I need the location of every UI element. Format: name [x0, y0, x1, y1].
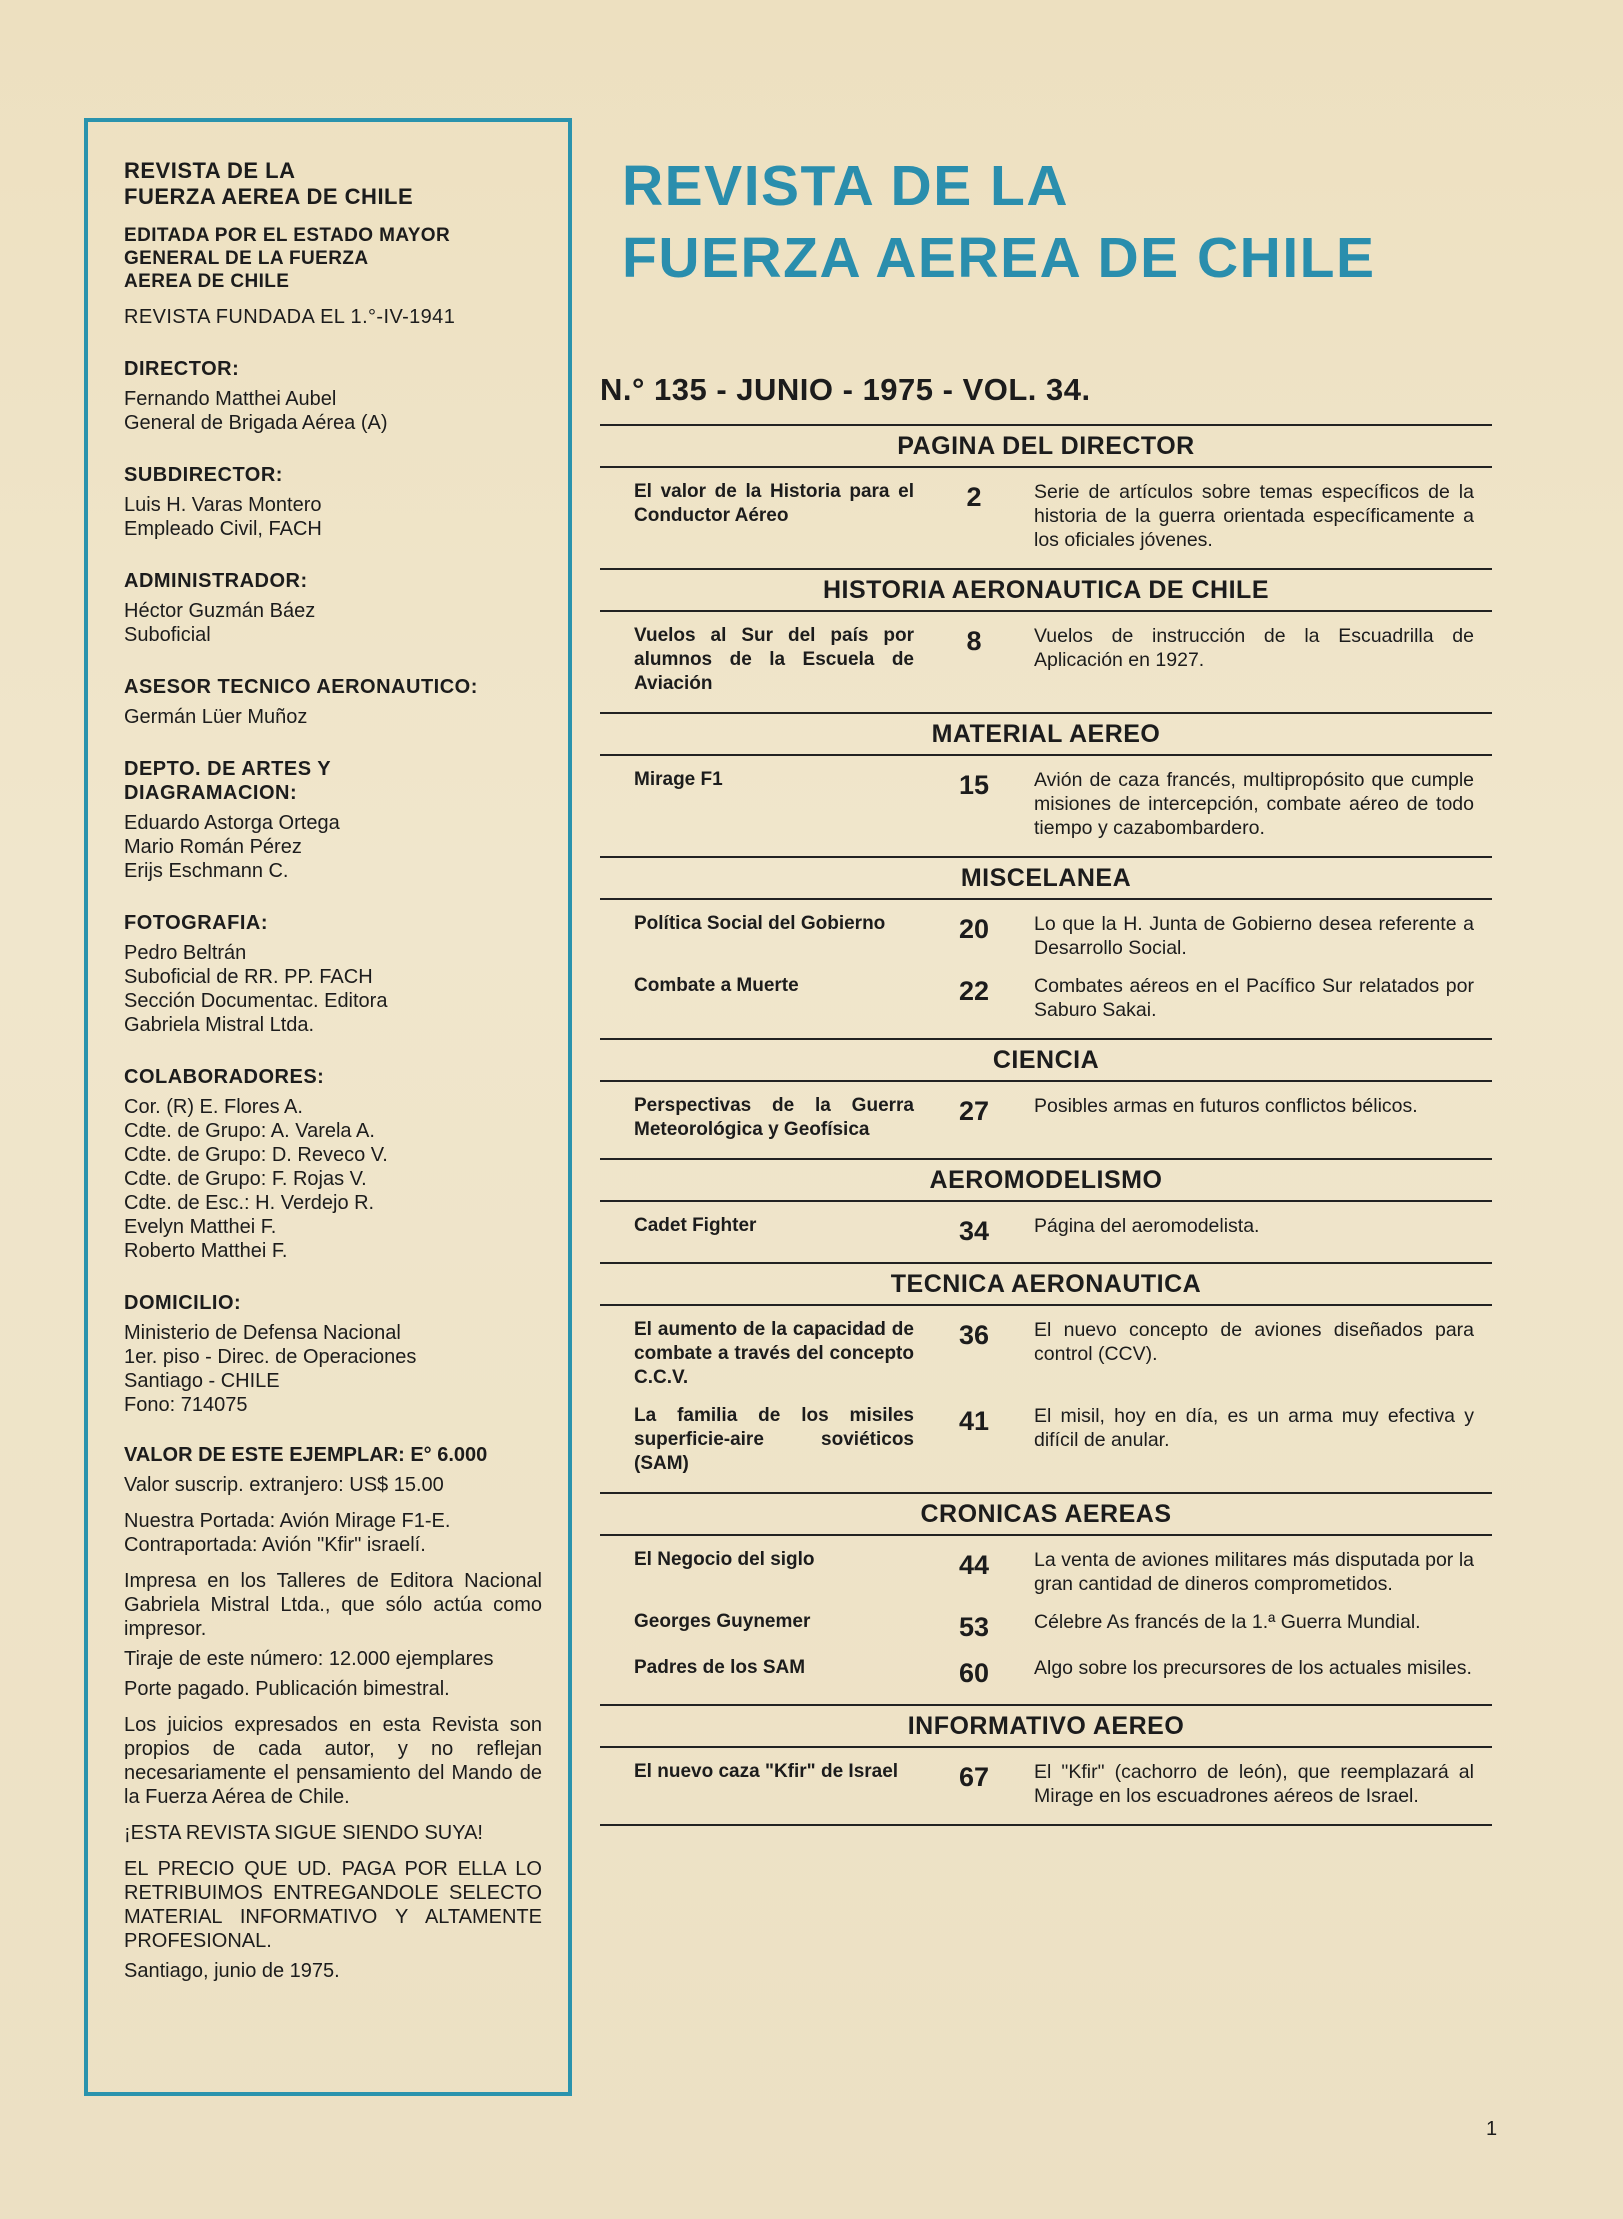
issue-price: VALOR DE ESTE EJEMPLAR: E° 6.000 [124, 1444, 488, 1466]
page-number: 1 [1486, 2118, 1498, 2140]
cover-note: Nuestra Portada: Avión Mirage F1-E. [124, 1510, 451, 1532]
toc-section-body [600, 900, 1492, 1038]
toc-section-heading: MISCELANEA [600, 856, 1492, 900]
toc-section-heading: CRONICAS AEREAS [600, 1492, 1492, 1536]
price-return-note: EL PRECIO QUE UD. PAGA POR ELLA LO RETRIBUIMOS ENTREGANDOLE SELECTO MATERIAL INFORMATIVO Y ALTAMENTE PROFESIONAL. [124, 1858, 542, 1952]
toc-entry-description: Posibles armas en futuros conflictos bélicos. [1034, 1095, 1418, 1117]
toc-entry [600, 1610, 1492, 1642]
publisher-note [124, 224, 542, 293]
toc-section-heading: CIENCIA [600, 1038, 1492, 1082]
toc-section-heading: HISTORIA AERONAUTICA DE CHILE [600, 568, 1492, 612]
toc-entry [600, 1404, 1492, 1476]
toc-entry-page: 2 [966, 482, 982, 512]
toc-entry-title: La familia de los misiles superficie-aire soviéticos (SAM) [634, 1405, 914, 1474]
toc-entry-description: Serie de artículos sobre temas específicos de la historia de la guerra orientada específicamente a los oficiales jóvenes. [1034, 481, 1474, 551]
publisher-line: GENERAL DE LA FUERZA [124, 248, 369, 269]
toc-entry-description: El nuevo concepto de aviones diseñados para control (CCV). [1034, 1319, 1474, 1365]
publisher-line: AEREA DE CHILE [124, 271, 290, 292]
masthead-line: FUERZA AEREA DE CHILE [622, 226, 1376, 290]
toc-entry-title: Mirage F1 [634, 769, 723, 790]
toc-entry-description: El "Kfir" (cachorro de león), que reemplazará al Mirage en los escuadrones aéreos de Israel. [1034, 1761, 1474, 1807]
staff-section-line: Luis H. Varas Montero [124, 494, 322, 516]
toc-entry [600, 1214, 1492, 1246]
toc-entry-title: Perspectivas de la Guerra Meteorológica y Geofísica [634, 1095, 914, 1140]
toc-entry-description: La venta de aviones militares más disputada por la gran cantidad de dineros comprometidos. [1034, 1549, 1474, 1595]
toc-entry [600, 768, 1492, 840]
staff-section-line: Eduardo Astorga Ortega [124, 812, 340, 834]
staff-section [124, 675, 542, 729]
staff-sections [124, 357, 542, 1417]
staff-section [124, 911, 542, 1037]
staff-section [124, 757, 542, 883]
toc-entry-title: El aumento de la capacidad de combate a través del concepto C.C.V. [634, 1319, 914, 1388]
toc-entry-title: Vuelos al Sur del país por alumnos de la Escuela de Aviación [634, 625, 914, 694]
toc-entry-title: Cadet Fighter [634, 1215, 757, 1236]
print-run-note: Tiraje de este número: 12.000 ejemplares [124, 1648, 494, 1670]
staff-section-line: Pedro Beltrán [124, 942, 247, 964]
disclaimer-note: Los juicios expresados en esta Revista son propios de cada autor, y no reflejan necesariamente el pensamiento del Mando de la Fuerza Aérea de Chile. [124, 1714, 542, 1808]
toc-entry-page: 44 [958, 1550, 990, 1580]
toc-entry-page: 53 [958, 1612, 990, 1642]
staff-section-heading: DEPTO. DE ARTES Y DIAGRAMACION: [124, 758, 332, 804]
toc-entry-description: Célebre As francés de la 1.ª Guerra Mundial. [1034, 1611, 1421, 1633]
staff-section-line: Sección Documentac. Editora [124, 990, 388, 1012]
toc-entry-page: 36 [958, 1320, 990, 1350]
toc-entry-page: 27 [958, 1096, 990, 1126]
toc-section-body [600, 612, 1492, 712]
toc-section-heading: MATERIAL AEREO [600, 712, 1492, 756]
toc-entry [600, 1548, 1492, 1596]
toc-section-heading: AEROMODELISMO [600, 1158, 1492, 1202]
toc-entry-description: Algo sobre los precursores de los actuales misiles. [1034, 1657, 1472, 1679]
staff-section-line: Erijs Eschmann C. [124, 860, 289, 882]
toc-entry [600, 480, 1492, 552]
toc-section-body [600, 1082, 1492, 1158]
toc-section-body [600, 1748, 1492, 1824]
toc-entry-description: El misil, hoy en día, es un arma muy efectiva y difícil de anular. [1034, 1405, 1474, 1451]
masthead-line: REVISTA DE LA [622, 154, 1070, 218]
toc-section-body [600, 468, 1492, 568]
postage-note: Porte pagado. Publicación bimestral. [124, 1678, 450, 1700]
subscription-price: Valor suscrip. extranjero: US$ 15.00 [124, 1474, 444, 1496]
staff-section [124, 569, 542, 647]
staff-section [124, 357, 542, 435]
toc-entry-page: 22 [958, 976, 990, 1006]
staff-section-line: Fono: 714075 [124, 1394, 248, 1416]
toc-entry-title: El nuevo caza "Kfir" de Israel [634, 1761, 899, 1782]
toc-entry-page: 41 [958, 1406, 990, 1436]
staff-section-heading: DOMICILIO: [124, 1292, 242, 1314]
toc-entry-title: Padres de los SAM [634, 1657, 806, 1678]
toc-entry-page: 67 [958, 1762, 990, 1792]
toc-entry-page: 34 [958, 1216, 990, 1246]
toc-section-heading: TECNICA AERONAUTICA [600, 1262, 1492, 1306]
founded-note: REVISTA FUNDADA EL 1.°-IV-1941 [124, 306, 456, 328]
sidebar-title-line: FUERZA AEREA DE CHILE [124, 184, 414, 209]
staff-section-line: Cdte. de Grupo: A. Varela A. [124, 1120, 375, 1142]
toc-section-body [600, 1306, 1492, 1492]
staff-section-heading: ASESOR TECNICO AERONAUTICO: [124, 676, 478, 698]
staff-section-line: Roberto Matthei F. [124, 1240, 288, 1262]
staff-section-line: Héctor Guzmán Báez [124, 600, 316, 622]
toc-section-body [600, 756, 1492, 856]
toc-bottom-rule [600, 1824, 1492, 1826]
staff-section [124, 1065, 542, 1263]
sidebar-title-line: REVISTA DE LA [124, 158, 296, 183]
toc-entry-title: Combate a Muerte [634, 975, 799, 996]
toc-entry-page: 20 [958, 914, 990, 944]
staff-section-line: Cdte. de Esc.: H. Verdejo R. [124, 1192, 375, 1214]
toc-entry-description: Lo que la H. Junta de Gobierno desea referente a Desarrollo Social. [1034, 913, 1474, 959]
toc-entry [600, 1318, 1492, 1390]
toc-entry-title: El Negocio del siglo [634, 1549, 815, 1570]
staff-section-heading: ADMINISTRADOR: [124, 570, 308, 592]
toc-entry-description: Vuelos de instrucción de la Escuadrilla de Aplicación en 1927. [1034, 625, 1474, 671]
table-of-contents [600, 424, 1492, 1826]
toc-entry-description: Avión de caza francés, multipropósito que cumple misiones de intercepción, combate aéreo de todo tiempo y cazabombardero. [1034, 769, 1474, 839]
staff-section-line: 1er. piso - Direc. de Operaciones [124, 1346, 417, 1368]
staff-section-heading: FOTOGRAFIA: [124, 912, 269, 934]
issue-line: N.° 135 - JUNIO - 1975 - VOL. 34. [600, 372, 1091, 407]
toc-entry [600, 1760, 1492, 1808]
toc-entry [600, 624, 1492, 696]
publisher-line: EDITADA POR EL ESTADO MAYOR [124, 225, 451, 246]
staff-section-line: Ministerio de Defensa Nacional [124, 1322, 401, 1344]
staff-section-line: Gabriela Mistral Ltda. [124, 1014, 315, 1036]
staff-section [124, 1291, 542, 1417]
dateline: Santiago, junio de 1975. [124, 1960, 340, 1982]
staff-section [124, 463, 542, 541]
masthead-title [622, 150, 1522, 294]
toc-section-body [600, 1536, 1492, 1704]
toc-section-heading: PAGINA DEL DIRECTOR [600, 424, 1492, 468]
toc-entry [600, 1094, 1492, 1142]
toc-entry-page: 8 [966, 626, 982, 656]
staff-section-line: Santiago - CHILE [124, 1370, 280, 1392]
toc-entry-description: Combates aéreos en el Pacífico Sur relatados por Saburo Sakai. [1034, 975, 1474, 1021]
staff-section-line: Suboficial de RR. PP. FACH [124, 966, 373, 988]
staff-section-line: Cdte. de Grupo: D. Reveco V. [124, 1144, 388, 1166]
toc-entry-title: Georges Guynemer [634, 1611, 811, 1632]
staff-section-line: Fernando Matthei Aubel [124, 388, 337, 410]
toc-entry-page: 60 [958, 1658, 990, 1688]
staff-section-heading: SUBDIRECTOR: [124, 464, 283, 486]
staff-section-line: Cor. (R) E. Flores A. [124, 1096, 303, 1118]
toc-entry-title: Política Social del Gobierno [634, 913, 886, 934]
toc-entry [600, 1656, 1492, 1688]
staff-section-line: Mario Román Pérez [124, 836, 302, 858]
staff-section-heading: DIRECTOR: [124, 358, 240, 380]
sidebar-title [124, 158, 542, 210]
back-cover-note: Contraportada: Avión "Kfir" israelí. [124, 1534, 426, 1556]
toc-section-body [600, 1202, 1492, 1262]
toc-entry [600, 912, 1492, 960]
staff-section-line: Cdte. de Grupo: F. Rojas V. [124, 1168, 367, 1190]
toc-entry-description: Página del aeromodelista. [1034, 1215, 1260, 1237]
toc-section-heading: INFORMATIVO AEREO [600, 1704, 1492, 1748]
staff-section-line: General de Brigada Aérea (A) [124, 412, 388, 434]
printer-note: Impresa en los Talleres de Editora Nacional Gabriela Mistral Ltda., que sólo actúa como impresor. [124, 1570, 542, 1640]
toc-entry-title: El valor de la Historia para el Conductor Aéreo [634, 481, 914, 526]
staff-section-heading: COLABORADORES: [124, 1066, 325, 1088]
staff-section-line: Germán Lüer Muñoz [124, 706, 308, 728]
still-yours-note: ¡ESTA REVISTA SIGUE SIENDO SUYA! [124, 1822, 483, 1844]
staff-section-line: Suboficial [124, 624, 211, 646]
staff-section-line: Empleado Civil, FACH [124, 518, 322, 540]
toc-entry-page: 15 [958, 770, 990, 800]
credits-sidebar [84, 118, 572, 2096]
toc-entry [600, 974, 1492, 1022]
staff-section-line: Evelyn Matthei F. [124, 1216, 277, 1238]
